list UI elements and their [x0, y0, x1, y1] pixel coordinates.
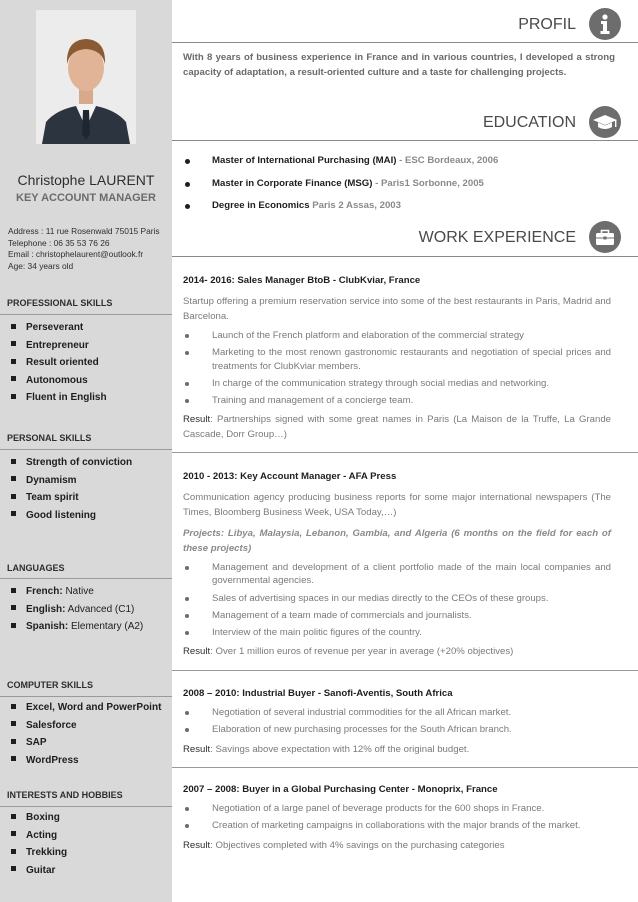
square-bullet-icon	[11, 623, 16, 628]
computer-skills-list	[11, 699, 171, 769]
contact-address: Address : 11 rue Rosenwald 75015 Paris	[8, 226, 160, 236]
job-title: 2008 – 2010: Industrial Buyer - Sanofi-Aventis, South Africa	[183, 688, 453, 699]
square-bullet-icon	[11, 494, 16, 499]
candidate-name: Christophe LAURENT	[17, 172, 155, 188]
job-bullet: Management and development of a client portfolio made of the main local companies and governmental agencies.	[183, 561, 611, 588]
list-item: French: Native	[11, 583, 171, 601]
candidate-job-title: KEY ACCOUNT MANAGER	[16, 192, 156, 204]
square-bullet-icon	[11, 394, 16, 399]
square-bullet-icon	[11, 341, 16, 346]
job-bullets	[183, 561, 611, 639]
square-bullet-icon	[11, 831, 16, 836]
square-bullet-icon	[11, 459, 16, 464]
square-bullet-icon	[11, 324, 16, 329]
job-bullet: Negotiation of several industrial commodities for the all African market.	[183, 706, 611, 719]
list-item: Strength of conviction	[11, 454, 171, 472]
divider	[172, 670, 638, 671]
list-item: Perseverant	[11, 319, 171, 337]
divider	[0, 578, 172, 579]
contact-block	[8, 226, 170, 272]
divider	[0, 449, 172, 450]
job-bullets	[183, 706, 611, 737]
interests-list	[11, 809, 171, 879]
square-bullet-icon	[11, 739, 16, 744]
job-bullet: Training and management of a concierge team.	[183, 394, 611, 407]
job-description: Communication agency producing business reports for some major international newspapers (The Times, Bloomberg Business Week, USA Today,…)	[183, 492, 611, 518]
list-item: Guitar	[11, 862, 171, 880]
square-bullet-icon	[11, 849, 16, 854]
square-bullet-icon	[11, 814, 16, 819]
contact-age: Age: 34 years old	[8, 260, 74, 271]
job-entry	[183, 470, 611, 671]
job-bullet: Sales of advertising spaces in our medias directly to the CEOs of these groups.	[183, 592, 611, 605]
computer-skills-heading: COMPUTER SKILLS	[7, 680, 94, 690]
personal-skills-list	[11, 454, 171, 524]
list-item: Good listening	[11, 507, 171, 525]
divider	[0, 806, 172, 807]
info-icon	[589, 8, 621, 40]
list-item: Acting	[11, 827, 171, 845]
education-list	[183, 150, 623, 218]
professional-skills-list	[11, 319, 171, 407]
list-item: WordPress	[11, 752, 171, 770]
job-result: Result: Savings above expectation with 12% off the original budget.	[183, 743, 470, 755]
graduation-cap-icon	[589, 106, 621, 138]
job-bullet: Creation of marketing campaigns in collaborations with the major brands of the market.	[183, 819, 611, 832]
sidebar	[0, 0, 172, 902]
main-content	[172, 0, 638, 902]
square-bullet-icon	[11, 588, 16, 593]
list-item: SAP	[11, 734, 171, 752]
list-item: English: Advanced (C1)	[11, 601, 171, 619]
work-experience-heading: WORK EXPERIENCE	[418, 229, 576, 246]
briefcase-icon	[589, 221, 621, 253]
list-item: Boxing	[11, 809, 171, 827]
square-bullet-icon	[11, 476, 16, 481]
square-bullet-icon	[11, 756, 16, 761]
job-projects: Projects: Libya, Malaysia, Lebanon, Gambia, and Algeria (6 months on the field for each of these projects)	[183, 528, 611, 554]
job-bullet: Management of a team made of commercials and journalists.	[183, 609, 611, 622]
profil-heading: PROFIL	[518, 16, 576, 33]
education-item: Master in Corporate Finance (MSG) - Paris1 Sorbonne, 2005	[183, 173, 623, 196]
section-divider	[172, 140, 638, 141]
divider	[0, 314, 172, 315]
job-bullet: Marketing to the most renown gastronomic restaurants and negotiation of special prices and treatments for ClubKviar members.	[183, 346, 611, 373]
profil-text: With 8 years of business experience in France and in various countries, I developed a strong capacity of adaptation, a result-oriented culture and a taste for challenging projects.	[183, 52, 615, 78]
languages-list	[11, 583, 171, 636]
job-entry	[183, 274, 611, 453]
list-item: Fluent in English	[11, 389, 171, 407]
job-result: Result: Objectives completed with 4% savings on the purchasing categories	[183, 839, 505, 851]
education-item: Degree in Economics Paris 2 Assas, 2003	[183, 195, 623, 218]
job-bullet: Interview of the main politic figures of the country.	[183, 626, 611, 639]
job-result: Result: Over 1 million euros of revenue per year in average (+20% objectives)	[183, 646, 514, 658]
languages-heading: LANGUAGES	[7, 563, 65, 573]
list-item: Team spirit	[11, 489, 171, 507]
section-divider	[172, 42, 638, 43]
education-heading: EDUCATION	[482, 114, 576, 131]
divider	[172, 767, 638, 768]
list-item: Excel, Word and PowerPoint	[11, 699, 171, 717]
square-bullet-icon	[11, 704, 16, 709]
list-item: Spanish: Elementary (A2)	[11, 618, 171, 636]
divider	[172, 452, 638, 453]
square-bullet-icon	[11, 376, 16, 381]
personal-skills-heading: PERSONAL SKILLS	[7, 433, 92, 443]
job-result: Result: Partnerships signed with some great names in Paris (La Maison de la Truffe, La Grande Cascade, Dorr Group…)	[183, 414, 611, 440]
job-bullet: Negotiation of a large panel of beverage products for the 600 shops in France.	[183, 802, 611, 815]
job-title: 2010 - 2013: Key Account Manager - AFA Press	[183, 471, 397, 482]
job-entry	[183, 783, 611, 853]
job-title: 2007 – 2008: Buyer in a Global Purchasing Center - Monoprix, France	[183, 784, 498, 795]
job-bullet: In charge of the communication strategy through social medias and networking.	[183, 377, 611, 390]
interests-heading: INTERESTS AND HOBBIES	[7, 790, 123, 800]
job-entry	[183, 687, 611, 768]
list-item: Autonomous	[11, 372, 171, 390]
list-item: Dynamism	[11, 472, 171, 490]
section-divider	[172, 256, 638, 257]
job-description: Startup offering a premium reservation service into some of the best restaurants in Paris, Madrid and Barcelona.	[183, 296, 611, 322]
job-title: 2014- 2016: Sales Manager BtoB - ClubKviar, France	[183, 275, 421, 286]
square-bullet-icon	[11, 605, 16, 610]
education-item: Master of International Purchasing (MAI) - ESC Bordeaux, 2006	[183, 150, 623, 173]
profile-photo	[36, 10, 136, 144]
square-bullet-icon	[11, 721, 16, 726]
square-bullet-icon	[11, 359, 16, 364]
square-bullet-icon	[11, 511, 16, 516]
list-item: Result oriented	[11, 354, 171, 372]
contact-email: Email : christophelaurent@outlook.fr	[8, 249, 144, 259]
list-item: Entrepreneur	[11, 337, 171, 355]
contact-telephone: Telephone : 06 35 53 76 26	[8, 237, 110, 248]
divider	[0, 696, 172, 697]
job-bullet: Launch of the French platform and elaboration of the commercial strategy	[183, 329, 611, 342]
square-bullet-icon	[11, 866, 16, 871]
job-bullets	[183, 802, 611, 833]
job-bullets	[183, 329, 611, 407]
job-bullet: Elaboration of new purchasing processes for the South African branch.	[183, 723, 611, 736]
list-item: Trekking	[11, 844, 171, 862]
list-item: Salesforce	[11, 717, 171, 735]
professional-skills-heading: PROFESSIONAL SKILLS	[7, 298, 113, 308]
